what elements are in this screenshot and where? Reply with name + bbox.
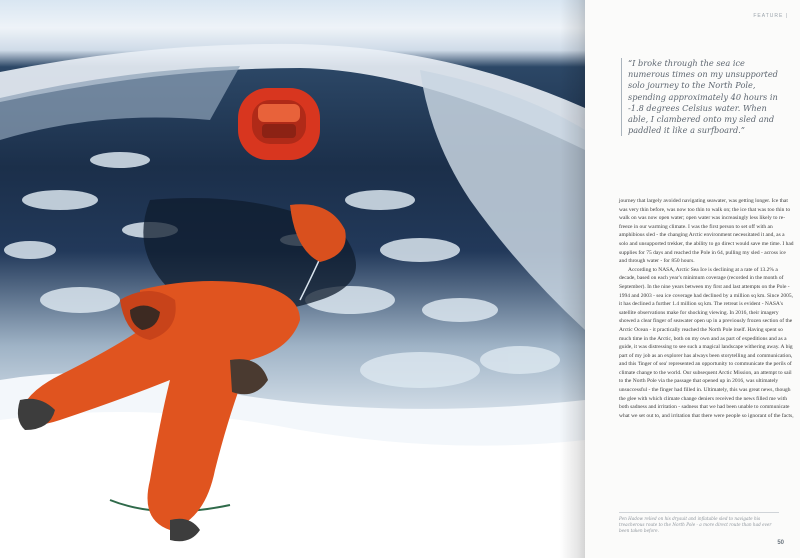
page-gutter-shadow (560, 0, 585, 558)
text-page (585, 0, 800, 558)
section-header: FEATURE | (753, 13, 788, 19)
body-paragraph: According to NASA, Arctic Sea Ice is declining at a rate of 13.2% a decade, based on each year's minimum coverage (recorded in the month of September). In the nine years between my first and last attempts on the Pole - 1994 and 2003 - sea ice coverage had declined by a million sq km. Since 2005, it has declined a further 1.4 million sq km. The retreat is evident - NASA's satellite observations make for shocking viewing. In 2016, their imagery showed a clear finger of seawater open up in a previously frozen section of the Arctic Ocean - it practically reached the North Pole itself. Having spent so much time in the Arctic, both on my own and as part of expeditions and as a guide, it was distressing to see such a magical landscape withering away. A big part of my job as an explorer has always been storytelling and communication, and this 'finger of sea' represented an opportunity to communicate the perils of climate change to the world. Our subsequent Arctic Mission, an attempt to sail to the North Pole via the passage that opened up in 2016, was ultimately unsuccessful - the finger had filled in. Ultimately, this was great news, though the glee with which climate change deniers received the news filled me with both sadness and irritation - sadness that we had been unable to communicate what we set out to, and irritation that there were people so ignorant of the facts, (619, 266, 794, 419)
pull-quote: “I broke through the sea ice numerous times on my unsupported solo journey to the North Pole, spending approximately 40 hours in -1.8 degrees Celsius water. When able, I clambered onto my sled and paddled it like a surfboard.” (621, 58, 778, 136)
inflatable-sled (238, 88, 320, 160)
photo-caption: Pen Hadow relied on his drysuit and inflatable sled to navigate his treacherous route to the North Pole - a more direct route than had ever been taken before. (619, 512, 779, 534)
article-body (619, 197, 795, 420)
body-paragraph: journey that largely avoided navigating seawater, was getting longer. Ice that was very thin before, was now too thin to walk on; the ice that was too thin to walk on was now open water; open water was increasingly less likely to re-freeze in our warming climate. I was the first person to set off with an amphibious sled - the changing Arctic environment necessitated it and, as a solo and unsupported trekker, the ability to go direct would save me time. I had supplies for 75 days and reached the Pole in 64, pulling my sled - across ice and through water - for 850 hours. (619, 198, 794, 265)
page-number: 50 (777, 540, 784, 546)
